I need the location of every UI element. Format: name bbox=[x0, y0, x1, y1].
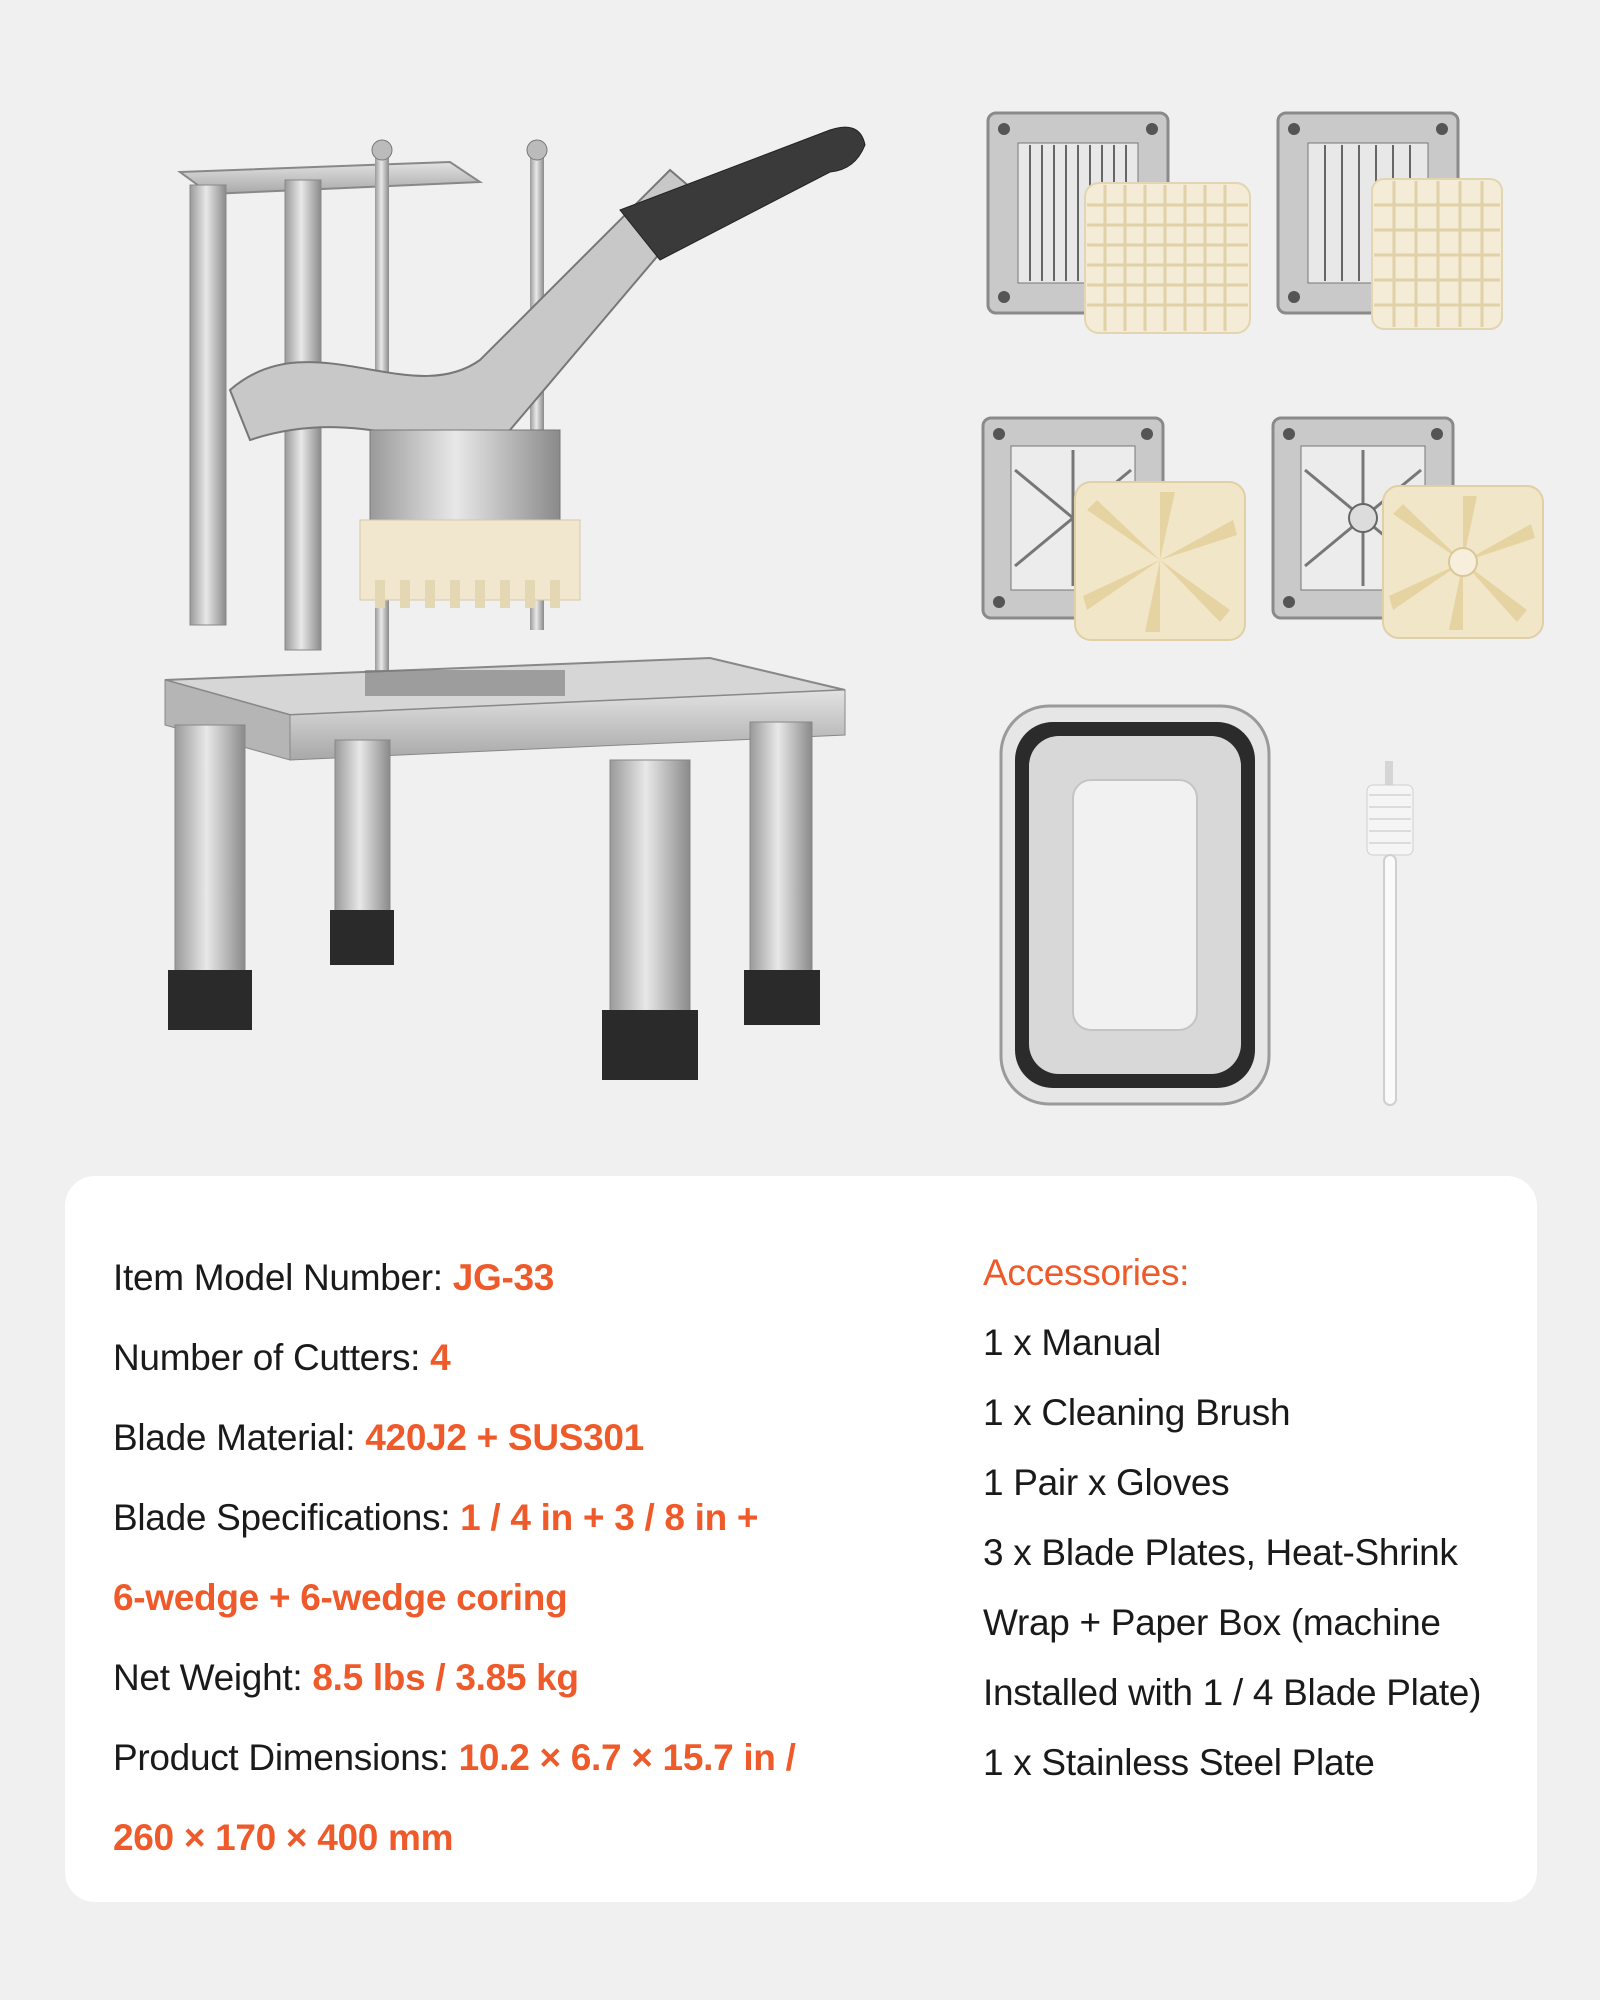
net-weight-value: 8.5 lbs / 3.85 kg bbox=[312, 1657, 579, 1698]
dimensions-value-line-1: 10.2 × 6.7 × 15.7 in / bbox=[458, 1737, 796, 1778]
accessories-title: Accessories: bbox=[983, 1252, 1190, 1293]
fry-cutter-machine-image bbox=[150, 110, 870, 1120]
cutters-label: Number of Cutters: bbox=[113, 1337, 431, 1378]
accessory-item: 3 x Blade Plates, Heat-Shrink bbox=[983, 1532, 1458, 1573]
net-weight-label: Net Weight: bbox=[113, 1657, 313, 1698]
accessory-item: 1 x Cleaning Brush bbox=[983, 1392, 1291, 1433]
wedge-coring-blade-plate-image bbox=[1265, 410, 1555, 650]
blade-material-label: Blade Material: bbox=[113, 1417, 366, 1458]
blade-material-value: 420J2 + SUS301 bbox=[365, 1417, 644, 1458]
model-number-value: JG-33 bbox=[452, 1257, 555, 1298]
square-blade-plate-fine-image bbox=[980, 105, 1270, 345]
model-number-row bbox=[113, 1238, 933, 1318]
cleaning-brush-image bbox=[1345, 755, 1435, 1115]
wedge-blade-plate-image bbox=[975, 410, 1265, 650]
dimensions-label: Product Dimensions: bbox=[113, 1737, 459, 1778]
blade-material-row bbox=[113, 1398, 933, 1478]
cutters-row bbox=[113, 1318, 933, 1398]
model-number-label: Item Model Number: bbox=[113, 1257, 453, 1298]
accessory-item: 1 x Manual bbox=[983, 1322, 1161, 1363]
accessory-item: 1 x Stainless Steel Plate bbox=[983, 1742, 1375, 1783]
accessory-item: 1 Pair x Gloves bbox=[983, 1462, 1230, 1503]
dimensions-value-line-2: 260 × 170 × 400 mm bbox=[113, 1817, 454, 1858]
dimensions-row bbox=[113, 1718, 933, 1798]
stainless-steel-plate-image bbox=[995, 700, 1275, 1110]
blade-spec-row bbox=[113, 1478, 933, 1558]
blade-spec-value-line-1: 1 / 4 in + 3 / 8 in + bbox=[460, 1497, 759, 1538]
cutters-value: 4 bbox=[430, 1337, 451, 1378]
square-blade-plate-coarse-image bbox=[1270, 105, 1570, 345]
specifications-card bbox=[65, 1176, 1537, 1902]
specifications-list bbox=[113, 1238, 933, 1878]
blade-spec-label: Blade Specifications: bbox=[113, 1497, 461, 1538]
net-weight-row bbox=[113, 1638, 933, 1718]
blade-spec-value-line-2: 6-wedge + 6-wedge coring bbox=[113, 1577, 568, 1618]
accessory-item: Wrap + Paper Box (machine bbox=[983, 1602, 1441, 1643]
blade-spec-row-continued bbox=[113, 1558, 933, 1638]
dimensions-row-continued bbox=[113, 1798, 933, 1878]
accessories-list bbox=[983, 1238, 1503, 1798]
accessory-item: Installed with 1 / 4 Blade Plate) bbox=[983, 1672, 1482, 1713]
